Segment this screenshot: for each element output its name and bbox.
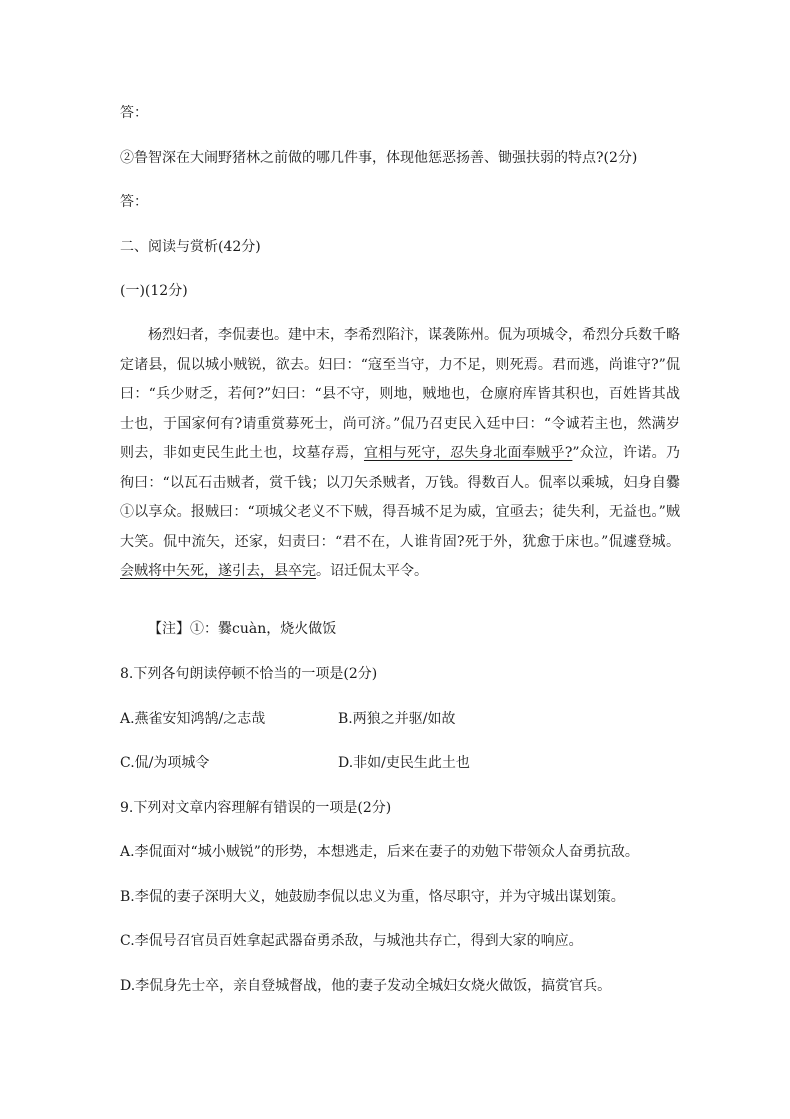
question-9-option-b: B.李侃的妻子深明大义，她鼓励李侃以忠义为重，恪尽职守，并为守城出谋划策。 — [120, 889, 625, 905]
passage-underlined-sentence: 会贼将中矢死，遂引去，县卒完 — [120, 563, 316, 579]
subsection-title: (一)(12分) — [120, 283, 188, 299]
question-8-option-a: A.燕雀安知鸿鹄/之志哉 — [120, 711, 266, 727]
passage-text: ”众泣，许诺。乃徇曰：“以瓦石击贼者，赏千钱；以刀矢杀贼者，万钱。得数百人。侃率以乘城，妇身自爨①以享众。报贼曰：“项城父老义不下贼，得吾城不足为威，宜亟去；徒失利，无益也。”贼大笑。侃中流矢，还家，妇责曰：“君不在，人谁肯固?死于外，犹愈于床也。”侃遽登城。 — [120, 445, 680, 550]
question-8-option-b: B.两狼之并驱/如故 — [338, 711, 456, 727]
section-title: 二、阅读与赏析(42分) — [120, 239, 261, 255]
question-8-stem: 8.下列各句朗读停顿不恰当的一项是(2分) — [120, 666, 378, 682]
passage-text: 。诏迁侃太平令。 — [316, 563, 428, 579]
passage-underlined-sentence: 宜相与死守，忍失身北面奉贼乎? — [363, 445, 573, 461]
question-8-option-d: D.非如/吏民生此土也 — [338, 755, 470, 771]
question-9-option-d: D.李侃身先士卒，亲自登城督战，他的妻子发动全城妇女烧火做饭，搞赏官兵。 — [120, 978, 612, 994]
answer-label: 答： — [120, 194, 148, 210]
question-9-stem: 9.下列对文章内容理解有错误的一项是(2分) — [120, 800, 392, 816]
answer-label: 答： — [120, 105, 148, 121]
question-9-option-a: A.李侃面对“城小贼锐”的形势，本想逃走，后来在妻子的劝勉下带领众人奋勇抗敌。 — [120, 844, 639, 860]
annotation-note: 【注】①：爨cuàn，烧火做饭 — [148, 621, 337, 637]
classical-passage — [120, 321, 680, 587]
question-8-option-c: C.侃/为项城令 — [120, 755, 210, 771]
passage-text: 杨烈妇者，李侃妻也。建中末，李希烈陷汴，谋袭陈州。侃为项城令，希烈分兵数千略定诸县，侃以城小贼锐，欲去。妇曰：“寇至当守，力不足，则死焉。君而逃，尚谁守?”侃曰：“兵少财乏，若何?”妇曰：“县不守，则地，贼地也，仓廪府库皆其积也，百姓皆其战士也，于国家何有?请重赏募死士，尚可济。”侃乃召吏民入廷中曰：“令诚若主也，然满岁则去，非如吏民生此土也，坟墓存焉， — [120, 327, 680, 461]
question-2: ②鲁智深在大闹野猪林之前做的哪几件事，体现他惩恶扬善、锄强扶弱的特点?(2分) — [120, 150, 638, 166]
question-9-option-c: C.李侃号召官员百姓拿起武器奋勇杀敌，与城池共存亡，得到大家的响应。 — [120, 933, 583, 949]
